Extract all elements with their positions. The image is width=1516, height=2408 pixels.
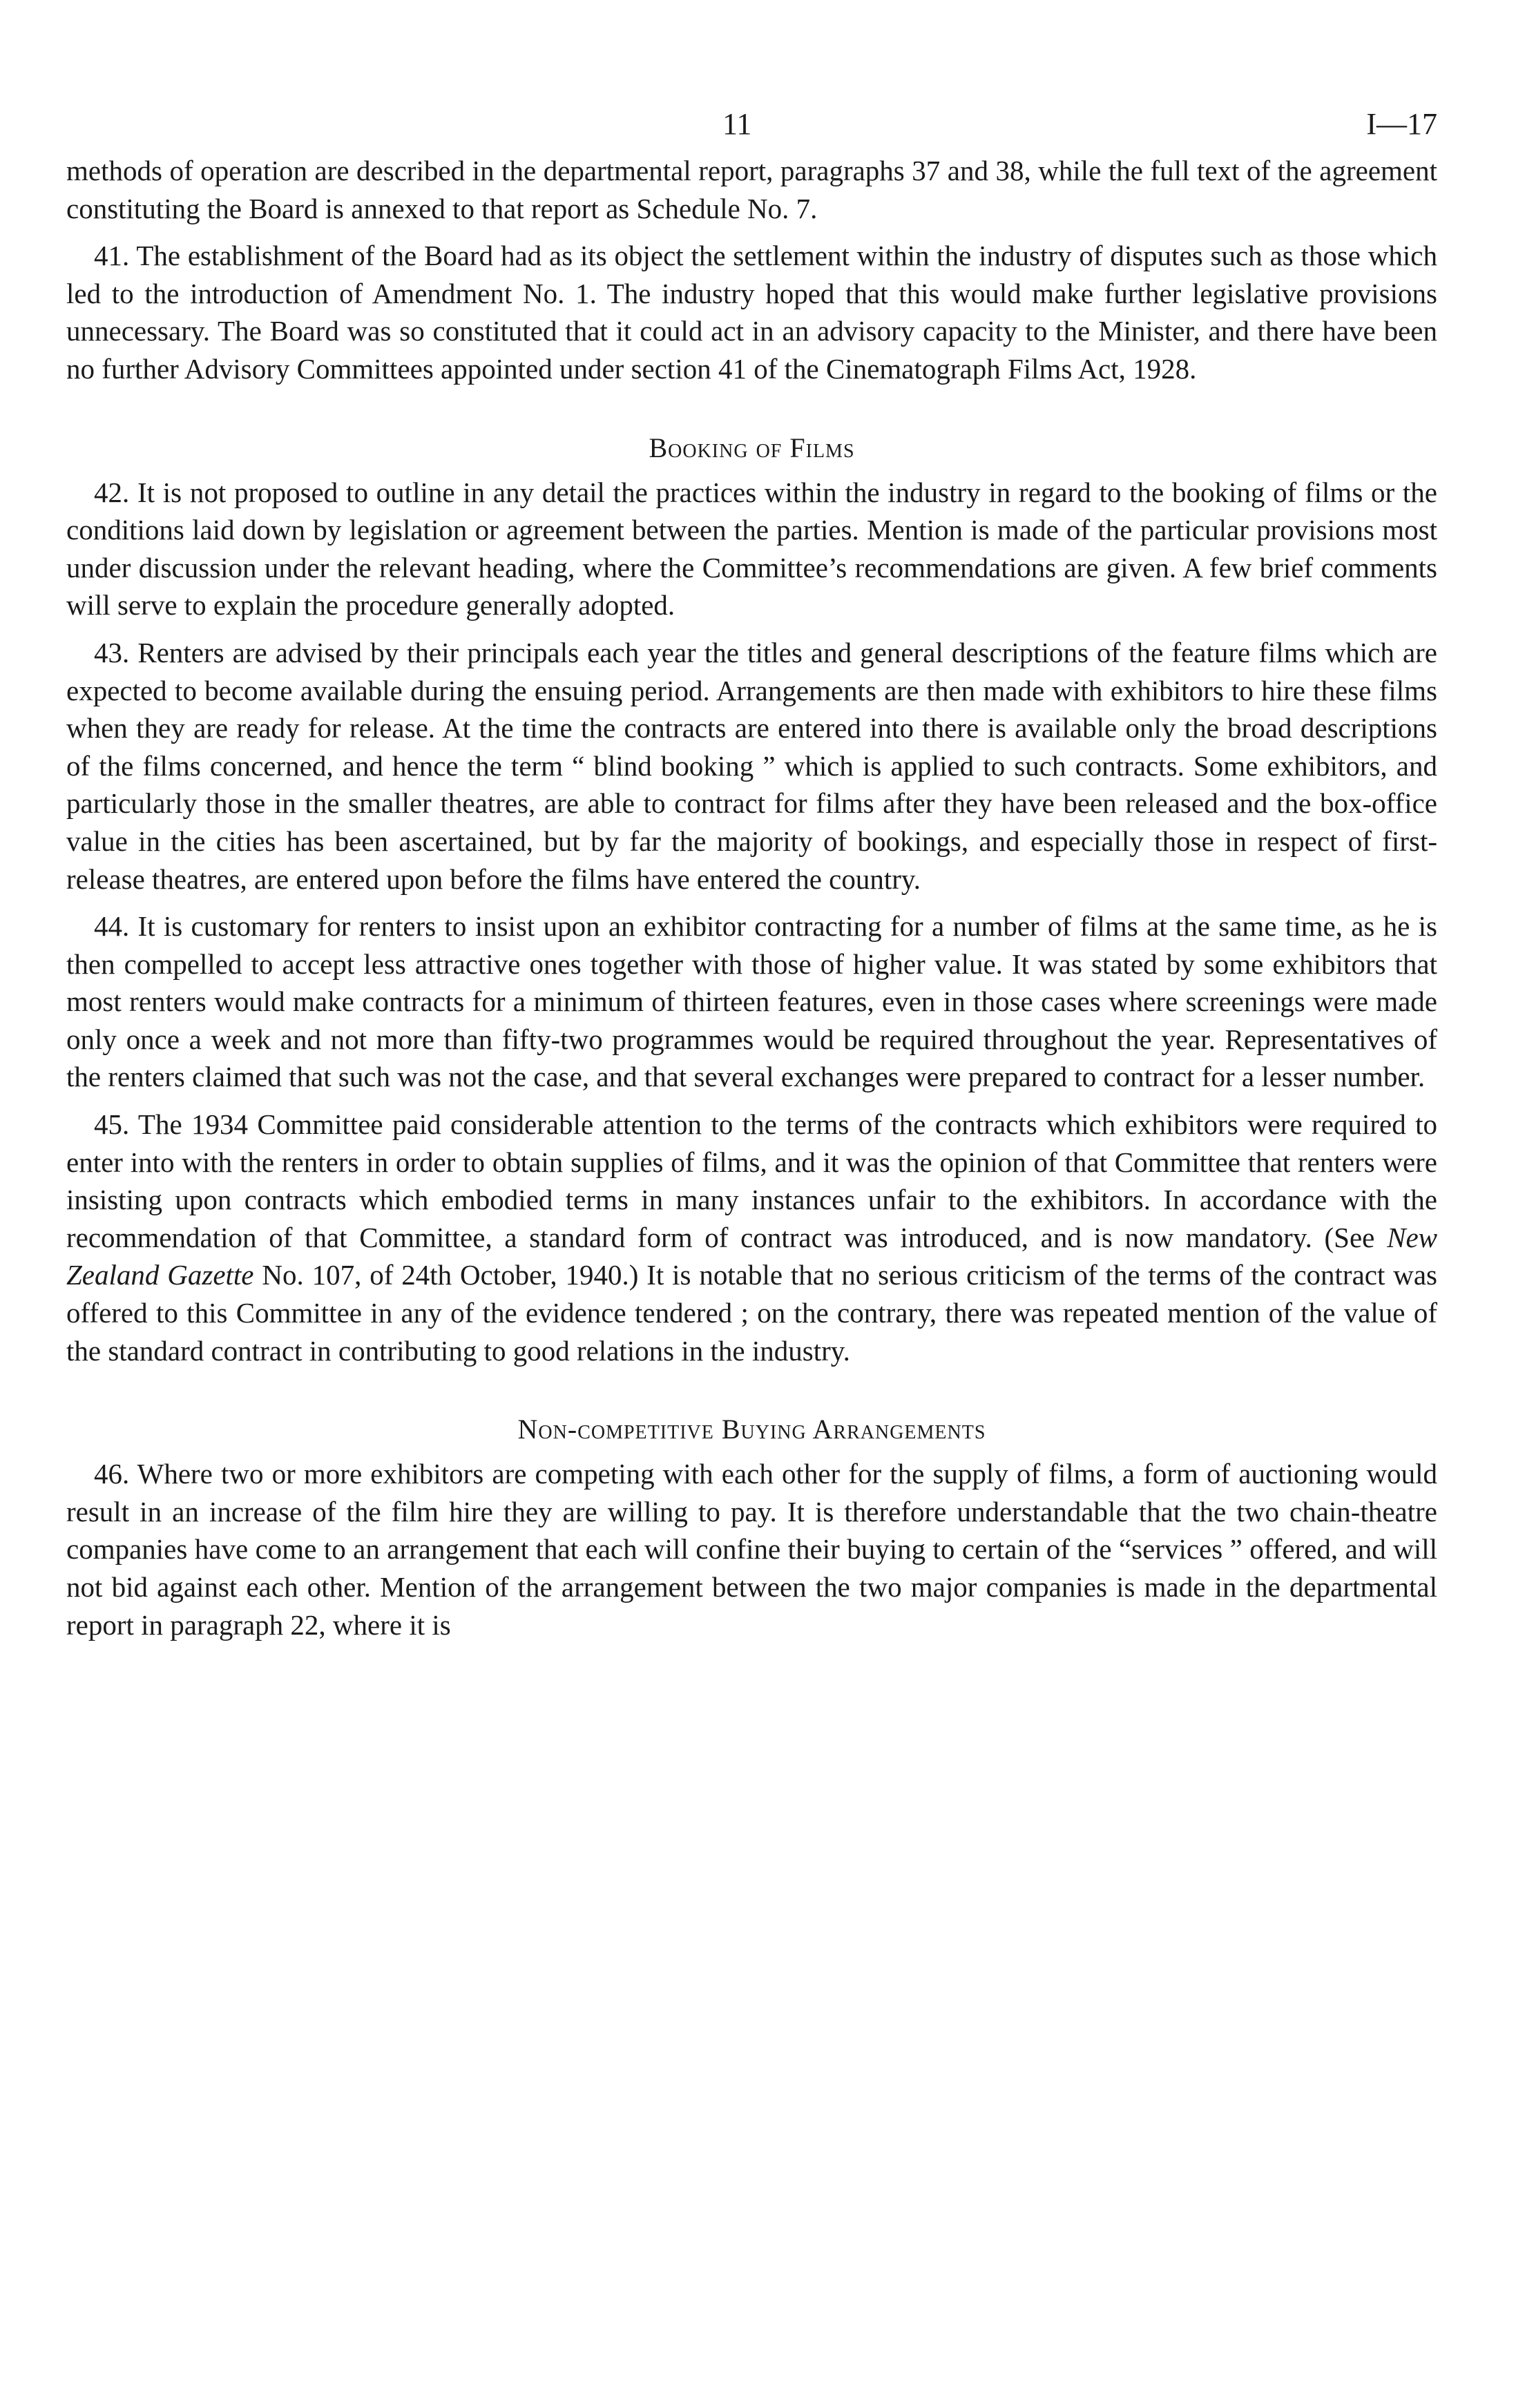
section-heading-booking-of-films: Booking of Films [649,432,855,463]
paragraph-45 [66,1106,1437,1369]
paragraph-43: 43. Renters are advised by their principals each year the titles and general descriptions of the feature films which are expected to become available during the ensuing period. Arrangements are then made with exhibitors to hire these films when they are ready for release. At the time the contracts are entered into there is available only the broad descriptions of the films concerned, and hence the term “ blind booking ” which is applied to such contracts. Some exhibitors, and particularly those in the smaller theatres, are able to contract for films after they have been released and the box-office value in the cities has been ascertained, but by far the majority of bookings, and especially those in respect of first-release theatres, are entered upon before the films have entered the country. [66,636,1437,895]
page-header [66,97,1437,152]
paragraph-46: 46. Where two or more exhibitors are competing with each other for the supply of films, a form of auctioning would result in an increase of the film hire they are willing to pay. It is therefore understandable that the two chain-theatre companies have come to an arrangement that each will confine their buying to certain of the “services ” offered, and will not bid against each other. Mention of the arrangement between the two major companies is made in the departmental report in paragraph 22, where it is [66,1458,1437,1641]
paragraph-continuation: methods of operation are described in the departmental report, paragraphs 37 and 38, while the full text of the agreement constituting the Board is annexed to that report as Schedule No. 7. [66,155,1437,224]
paragraph-45-text-end: No. 107, of 24th October, 1940.) It is notable that no serious criticism of the terms of the contract was offered to this Committee in any of the evidence tendered ; on the contrary, there was repeated mention of the value of the standard contract in contributing to good relations in the industry. [66,1259,1437,1367]
gazette-title: New Zealand Gazette [66,1221,1437,1291]
section-heading-non-competitive-buying: Non-competitive Buying Arrangements [517,1414,986,1445]
paragraph-45-text-start: 45. The 1934 Committee paid considerable attention to the terms of the contracts which exhibitors were required to enter into with the renters in order to obtain supplies of films, and it was the opinion of that Committee that renters were insisting upon contracts which embodied terms in many instances unfair to the exhibitors. In accordance with the recommendation of that Committee, a standard form of contract was introduced, and is now mandatory. (See [66,1108,1437,1253]
document-reference: I—17 [1366,107,1437,141]
paragraph-41: 41. The establishment of the Board had as its object the settlement within the industry of disputes such as those which led to the introduction of Amendment No. 1. The industry hoped that this would make further legislative provisions unnecessary. The Board was so constituted that it could act in an advisory capacity to the Minister, and there have been no further Advisory Committees appointed under section 41 of the Cinematograph Films Act, 1928. [66,240,1437,385]
document-page [66,97,1437,1653]
paragraph-42: 42. It is not proposed to outline in any detail the practices within the industry in regard to the booking of films or the conditions laid down by legislation or agreement between the parties. Mention is made of the particular provisions most under discussion under the relevant heading, where the Committee’s recommendations are given. A few brief comments will serve to explain the procedure generally adopted. [66,476,1437,622]
page-number: 11 [722,107,752,141]
paragraph-44: 44. It is customary for renters to insist upon an exhibitor contracting for a number of films at the same time, as he is then compelled to accept less attractive ones together with those of higher value. It was stated by some exhibitors that most renters would make contracts for a minimum of thirteen features, even in those cases where screenings were made only once a week and not more than fifty-two programmes would be required throughout the year. Representatives of the renters claimed that such was not the case, and that several exchanges were prepared to contract for a lesser number. [66,910,1437,1093]
